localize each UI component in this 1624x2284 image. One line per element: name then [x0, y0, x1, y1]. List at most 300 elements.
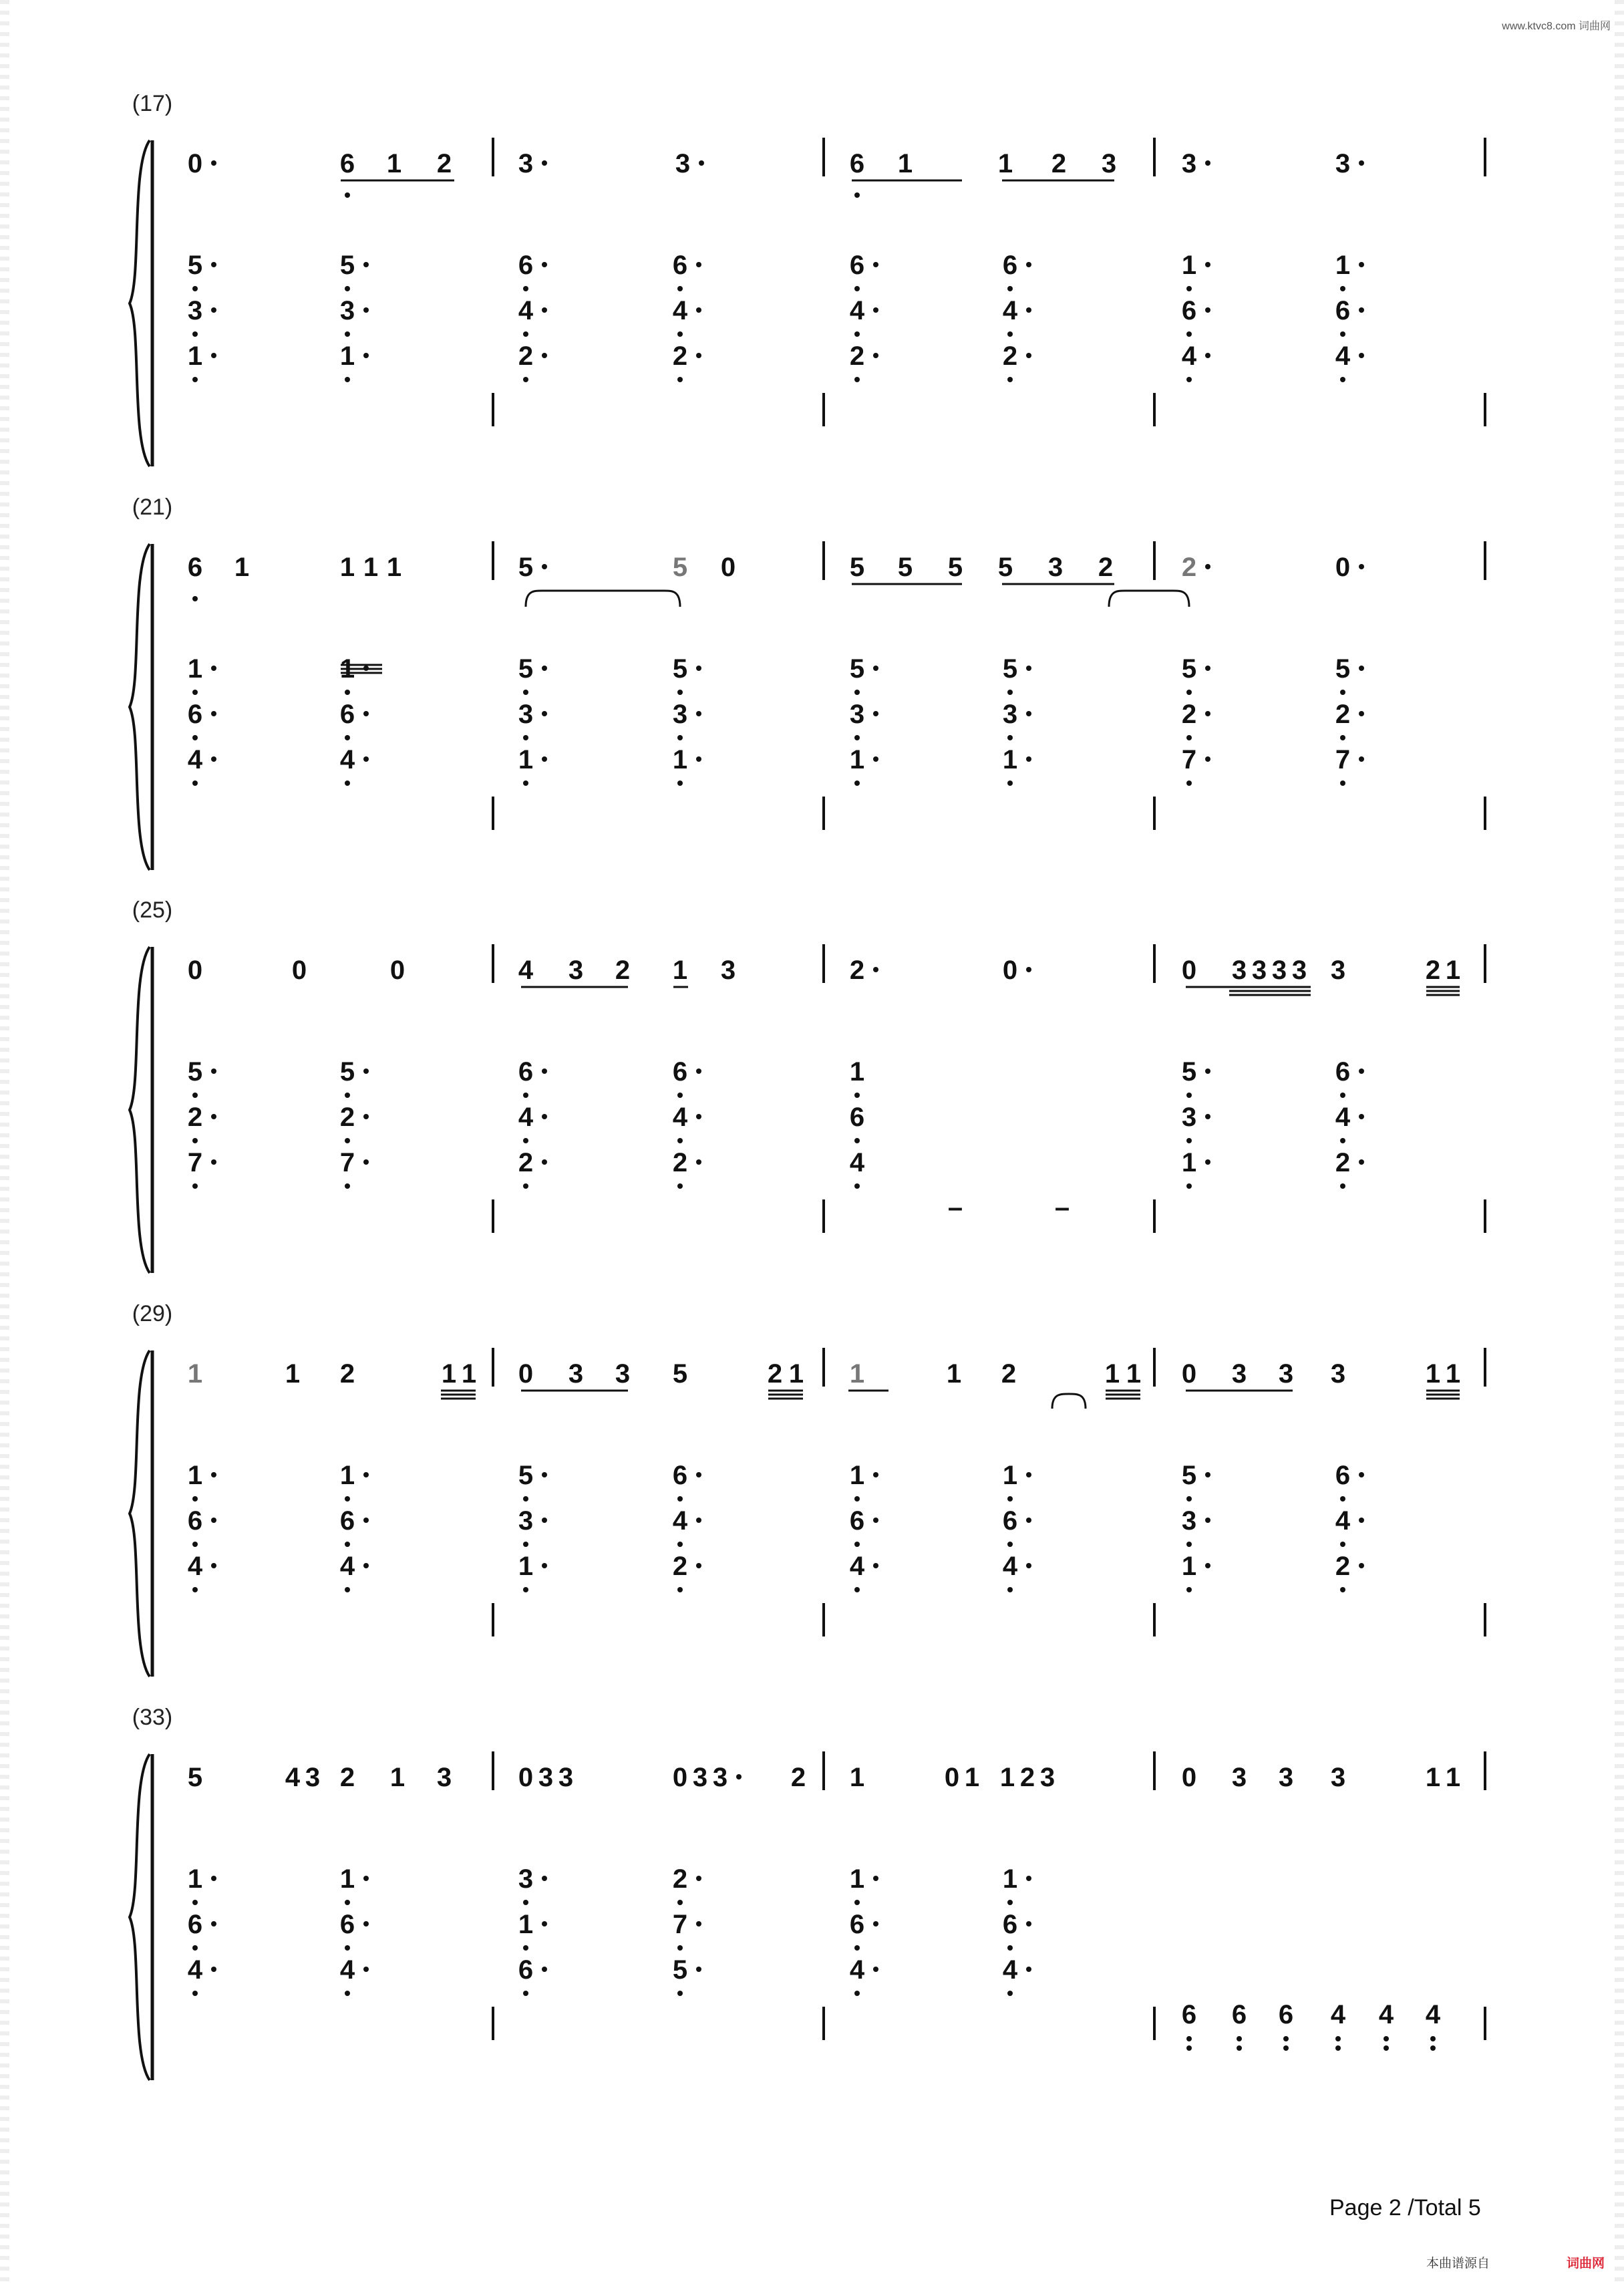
melody-note: 0 — [389, 956, 405, 985]
augmentation-dot — [1205, 262, 1210, 267]
lower-octave-dot — [345, 1138, 350, 1143]
page-number: Page 2 /Total 5 — [1329, 2195, 1481, 2221]
lower-octave-dot — [677, 690, 683, 695]
melody-note: 3 — [692, 1763, 708, 1792]
lower-octave-dot — [192, 1542, 198, 1547]
augmentation-dot — [542, 756, 547, 762]
lower-octave-dot — [1007, 286, 1013, 291]
augmentation-dot — [873, 262, 878, 267]
chord-note: 7 — [1335, 745, 1351, 774]
augmentation-dot — [542, 1876, 547, 1881]
lower-octave-dot — [1340, 690, 1345, 695]
chord-note: 6 — [849, 1506, 865, 1536]
augmentation-dot — [1359, 262, 1364, 267]
melody-note: 5 — [997, 553, 1013, 582]
melody-note: 0 — [672, 1763, 688, 1792]
source-note: 本曲谱源自 — [1426, 2257, 1490, 2271]
chord-note: 6 — [1335, 1057, 1351, 1087]
melody-note: 2 — [339, 1359, 355, 1389]
chord-note: 6 — [518, 251, 534, 280]
melody-note: 2 — [339, 1763, 355, 1792]
chord-note: 5 — [849, 654, 865, 684]
chord-note: 6 — [849, 251, 865, 280]
chord-note: 5 — [1335, 654, 1351, 684]
augmentation-dot — [211, 711, 216, 716]
chord-note: 2 — [672, 341, 688, 371]
melody-note: 1 — [1126, 1359, 1142, 1389]
augmentation-dot — [696, 1967, 701, 1972]
augmentation-dot — [211, 1472, 216, 1477]
lower-octave-dot — [192, 286, 198, 291]
lower-octave-dot — [1237, 2036, 1242, 2041]
chord-note: 4 — [1335, 1103, 1351, 1132]
melody-note: 1 — [897, 149, 913, 178]
chord-note: 3 — [518, 1864, 534, 1894]
lower-octave-dot — [1007, 1945, 1013, 1951]
chord-note: 1 — [672, 745, 688, 774]
lower-octave-dot — [1186, 286, 1192, 291]
lower-octave-dot — [1186, 1183, 1192, 1189]
chord-note: 7 — [1181, 745, 1197, 774]
lower-octave-dot — [1430, 2036, 1436, 2041]
melody-note: 0 — [1181, 956, 1197, 985]
augmentation-dot — [696, 1563, 701, 1568]
melody-note: 3 — [1101, 149, 1117, 178]
lower-octave-dot — [345, 1093, 350, 1098]
system-brace — [130, 544, 150, 870]
chord-note: 5 — [1181, 654, 1197, 684]
chord-note: 4 — [518, 296, 534, 325]
chord-note: 1 — [187, 341, 203, 371]
chord-note: 1 — [518, 745, 534, 774]
lower-octave-dot — [677, 286, 683, 291]
augmentation-dot — [542, 564, 547, 569]
lower-octave-dot — [1007, 735, 1013, 740]
melody-note: 3 — [558, 1763, 574, 1792]
melody-note: 0 — [944, 1763, 960, 1792]
bass-note: 4 — [1378, 2000, 1394, 2029]
lower-octave-dot — [523, 377, 528, 382]
lower-octave-dot — [677, 1991, 683, 1996]
augmentation-dot — [211, 666, 216, 671]
chord-note: 6 — [339, 700, 355, 729]
augmentation-dot — [211, 1967, 216, 1972]
lower-octave-dot — [677, 780, 683, 786]
melody-note: 3 — [1291, 956, 1307, 985]
lower-octave-dot — [523, 1138, 528, 1143]
lower-octave-dot — [345, 780, 350, 786]
melody-note: 0 — [1002, 956, 1018, 985]
lower-octave-dot — [677, 1496, 683, 1502]
chord-note: 3 — [518, 1506, 534, 1536]
chord-note: 5 — [1002, 654, 1018, 684]
melody-note: 3 — [518, 149, 534, 178]
lower-octave-dot — [677, 1945, 683, 1951]
measure-number: (17) — [132, 91, 173, 116]
lower-octave-dot — [523, 780, 528, 786]
bass-note: – — [1054, 1193, 1070, 1222]
augmentation-dot — [363, 1159, 369, 1165]
augmentation-dot — [696, 262, 701, 267]
chord-note: 4 — [1002, 1552, 1018, 1581]
melody-note: 3 — [1330, 1763, 1346, 1792]
lower-octave-dot — [1340, 1183, 1345, 1189]
lower-octave-dot — [1340, 377, 1345, 382]
augmentation-dot — [1359, 1472, 1364, 1477]
augmentation-dot — [211, 160, 216, 166]
melody-note: 3 — [305, 1763, 321, 1792]
augmentation-dot — [1205, 666, 1210, 671]
chord-note: 4 — [672, 1506, 688, 1536]
lower-octave-dot — [677, 1900, 683, 1905]
augmentation-dot — [873, 1967, 878, 1972]
melody-note: 5 — [187, 1763, 203, 1792]
melody-note: 3 — [615, 1359, 631, 1389]
augmentation-dot — [1359, 1563, 1364, 1568]
melody-note: 1 — [285, 1359, 301, 1389]
bass-note: 4 — [1425, 2000, 1441, 2029]
augmentation-dot — [1359, 353, 1364, 358]
lower-octave-dot — [345, 1991, 350, 1996]
melody-note: 0 — [187, 149, 203, 178]
augmentation-dot — [873, 1876, 878, 1881]
melody-note: 0 — [518, 1359, 534, 1389]
lower-octave-dot — [523, 735, 528, 740]
melody-note: 5 — [672, 1359, 688, 1389]
bass-note: 6 — [1278, 2000, 1294, 2029]
augmentation-dot — [1359, 160, 1364, 166]
augmentation-dot — [696, 1518, 701, 1523]
lower-octave-dot — [1335, 2036, 1341, 2041]
augmentation-dot — [542, 1967, 547, 1972]
chord-note: 1 — [518, 1552, 534, 1581]
augmentation-dot — [1205, 756, 1210, 762]
melody-note: 5 — [518, 553, 534, 582]
lower-octave-dot — [523, 286, 528, 291]
lower-octave-dot — [1384, 2045, 1389, 2051]
chord-note: 5 — [518, 654, 534, 684]
augmentation-dot — [211, 262, 216, 267]
lower-octave-dot — [854, 331, 860, 337]
lower-octave-dot — [192, 1587, 198, 1592]
lower-octave-dot — [192, 377, 198, 382]
augmentation-dot — [211, 1876, 216, 1881]
lower-octave-dot — [854, 1093, 860, 1098]
chord-note: 1 — [1181, 1148, 1197, 1177]
melody-note: 1 — [1104, 1359, 1120, 1389]
lower-octave-dot — [854, 1945, 860, 1951]
lower-octave-dot — [1186, 1093, 1192, 1098]
chord-note: 2 — [672, 1148, 688, 1177]
augmentation-dot — [1359, 666, 1364, 671]
chord-note: 3 — [849, 700, 865, 729]
system-brace — [130, 140, 150, 466]
chord-note: 2 — [1335, 1148, 1351, 1177]
augmentation-dot — [873, 756, 878, 762]
chord-note: 1 — [849, 1461, 865, 1490]
lower-octave-dot — [854, 286, 860, 291]
augmentation-dot — [211, 1563, 216, 1568]
chord-note: 6 — [518, 1057, 534, 1087]
melody-note: 1 — [187, 1359, 203, 1389]
lower-octave-dot — [523, 690, 528, 695]
augmentation-dot — [1205, 564, 1210, 569]
lower-octave-dot — [1007, 1587, 1013, 1592]
augmentation-dot — [696, 1472, 701, 1477]
augmentation-dot — [542, 1518, 547, 1523]
augmentation-dot — [363, 262, 369, 267]
melody-note: 3 — [1271, 956, 1287, 985]
chord-note: 6 — [849, 1103, 865, 1132]
lower-octave-dot — [192, 596, 198, 601]
chord-note: 1 — [339, 1461, 355, 1490]
augmentation-dot — [363, 1518, 369, 1523]
augmentation-dot — [1026, 1472, 1031, 1477]
lower-octave-dot — [345, 735, 350, 740]
augmentation-dot — [873, 353, 878, 358]
lower-octave-dot — [523, 1991, 528, 1996]
augmentation-dot — [211, 1114, 216, 1119]
augmentation-dot — [1026, 1921, 1031, 1926]
lower-octave-dot — [345, 331, 350, 337]
measure-number: (29) — [132, 1301, 173, 1326]
lower-octave-dot — [1186, 1587, 1192, 1592]
chord-note: 5 — [518, 1461, 534, 1490]
chord-note: 3 — [1181, 1103, 1197, 1132]
chord-note: 6 — [187, 1506, 203, 1536]
lower-octave-dot — [1186, 780, 1192, 786]
lower-octave-dot — [1186, 331, 1192, 337]
melody-note: 0 — [291, 956, 307, 985]
melody-note: 3 — [675, 149, 691, 178]
lower-octave-dot — [1340, 1587, 1345, 1592]
tie-arc — [526, 591, 680, 607]
melody-note: 4 — [285, 1763, 301, 1792]
lower-octave-dot — [1186, 2045, 1192, 2051]
augmentation-dot — [873, 666, 878, 671]
augmentation-dot — [696, 1159, 701, 1165]
chord-note: 6 — [672, 1057, 688, 1087]
lower-octave-dot — [1340, 286, 1345, 291]
melody-note: 2 — [1019, 1763, 1035, 1792]
augmentation-dot — [1026, 307, 1031, 313]
chord-note: 4 — [1335, 341, 1351, 371]
melody-note: 0 — [1335, 553, 1351, 582]
augmentation-dot — [873, 967, 878, 972]
augmentation-dot — [1359, 564, 1364, 569]
lower-octave-dot — [854, 1138, 860, 1143]
system-brace — [130, 947, 150, 1273]
lower-octave-dot — [345, 690, 350, 695]
chord-note: 3 — [518, 700, 534, 729]
lower-octave-dot — [523, 331, 528, 337]
chord-note: 2 — [1002, 341, 1018, 371]
chord-note: 1 — [1002, 1864, 1018, 1894]
chord-note: 1 — [339, 341, 355, 371]
chord-note: 1 — [339, 1864, 355, 1894]
lower-octave-dot — [1007, 1542, 1013, 1547]
chord-note: 3 — [339, 296, 355, 325]
melody-note: 1 — [946, 1359, 962, 1389]
chord-note: 6 — [1002, 251, 1018, 280]
melody-note: 2 — [1425, 956, 1441, 985]
melody-note: 1 — [1445, 1763, 1461, 1792]
augmentation-dot — [363, 1472, 369, 1477]
chord-note: 4 — [849, 1552, 865, 1581]
lower-octave-dot — [854, 690, 860, 695]
chord-note: 7 — [339, 1148, 355, 1177]
augmentation-dot — [1026, 967, 1031, 972]
lower-octave-dot — [523, 1900, 528, 1905]
lower-octave-dot — [854, 780, 860, 786]
augmentation-dot — [696, 307, 701, 313]
system-brace — [130, 1350, 150, 1677]
augmentation-dot — [1205, 1114, 1210, 1119]
melody-note: 1 — [849, 1359, 865, 1389]
augmentation-dot — [211, 756, 216, 762]
lower-octave-dot — [192, 780, 198, 786]
chord-note: 6 — [849, 1910, 865, 1939]
augmentation-dot — [542, 1114, 547, 1119]
chord-note: 3 — [1181, 1506, 1197, 1536]
augmentation-dot — [1205, 711, 1210, 716]
bass-note: 4 — [1330, 2000, 1346, 2029]
lower-octave-dot — [523, 1587, 528, 1592]
augmentation-dot — [873, 307, 878, 313]
chord-note: 3 — [187, 296, 203, 325]
melody-note: 3 — [1181, 149, 1197, 178]
melody-note: 3 — [1278, 1359, 1294, 1389]
augmentation-dot — [873, 1921, 878, 1926]
lower-octave-dot — [1186, 1542, 1192, 1547]
lower-octave-dot — [677, 735, 683, 740]
augmentation-dot — [699, 160, 704, 166]
chord-note: 5 — [339, 251, 355, 280]
augmentation-dot — [363, 307, 369, 313]
melody-note: 1 — [997, 149, 1013, 178]
augmentation-dot — [696, 1876, 701, 1881]
augmentation-dot — [1205, 353, 1210, 358]
lower-octave-dot — [1007, 690, 1013, 695]
lower-octave-dot — [677, 1542, 683, 1547]
tie-arc — [1052, 1394, 1086, 1409]
lower-octave-dot — [1340, 331, 1345, 337]
lower-octave-dot — [677, 1587, 683, 1592]
lower-octave-dot — [1186, 1496, 1192, 1502]
lower-octave-dot — [1186, 1138, 1192, 1143]
chord-note: 6 — [339, 1506, 355, 1536]
melody-note: 1 — [1425, 1763, 1441, 1792]
lower-octave-dot — [1340, 1542, 1345, 1547]
chord-note: 6 — [339, 1910, 355, 1939]
melody-note: 3 — [712, 1763, 728, 1792]
chord-note: 1 — [1335, 251, 1351, 280]
melody-note: 0 — [1181, 1763, 1197, 1792]
chord-note: 4 — [187, 745, 203, 774]
melody-note: 1 — [1445, 1359, 1461, 1389]
chord-note: 4 — [339, 745, 355, 774]
augmentation-dot — [1026, 353, 1031, 358]
lower-octave-dot — [854, 1900, 860, 1905]
chord-note: 4 — [1181, 341, 1197, 371]
melody-note: 2 — [849, 956, 865, 985]
chord-note: 5 — [187, 1057, 203, 1087]
augmentation-dot — [211, 1921, 216, 1926]
chord-note: 2 — [1181, 700, 1197, 729]
lower-octave-dot — [523, 1093, 528, 1098]
chord-note: 5 — [672, 654, 688, 684]
augmentation-dot — [1026, 756, 1031, 762]
augmentation-dot — [542, 1921, 547, 1926]
chord-note: 2 — [518, 1148, 534, 1177]
chord-note: 4 — [187, 1552, 203, 1581]
melody-note: 3 — [538, 1763, 554, 1792]
chord-note: 2 — [1335, 700, 1351, 729]
augmentation-dot — [542, 666, 547, 671]
melody-note: 1 — [441, 1359, 457, 1389]
melody-note: 3 — [568, 1359, 584, 1389]
melody-note: 0 — [720, 553, 736, 582]
augmentation-dot — [696, 711, 701, 716]
melody-note: 5 — [897, 553, 913, 582]
chord-note: 6 — [672, 251, 688, 280]
lower-octave-dot — [854, 377, 860, 382]
melody-note: 1 — [234, 553, 250, 582]
lower-octave-dot — [1007, 1900, 1013, 1905]
lower-octave-dot — [1340, 780, 1345, 786]
chord-note: 2 — [1335, 1552, 1351, 1581]
melody-note: 6 — [849, 149, 865, 178]
lower-octave-dot — [1186, 735, 1192, 740]
lower-octave-dot — [1007, 1496, 1013, 1502]
augmentation-dot — [1359, 1068, 1364, 1074]
augmentation-dot — [363, 756, 369, 762]
augmentation-dot — [1205, 1159, 1210, 1165]
chord-note: 7 — [672, 1910, 688, 1939]
augmentation-dot — [363, 1876, 369, 1881]
melody-note: 3 — [1335, 149, 1351, 178]
augmentation-dot — [1026, 1518, 1031, 1523]
lower-octave-dot — [192, 331, 198, 337]
augmentation-dot — [211, 1159, 216, 1165]
augmentation-dot — [363, 711, 369, 716]
augmentation-dot — [363, 1068, 369, 1074]
augmentation-dot — [542, 307, 547, 313]
chord-note: 5 — [187, 251, 203, 280]
chord-note: 6 — [672, 1461, 688, 1490]
augmentation-dot — [211, 1518, 216, 1523]
lower-octave-dot — [854, 1496, 860, 1502]
chord-note: 4 — [339, 1552, 355, 1581]
lower-octave-dot — [345, 1542, 350, 1547]
chord-note: 6 — [187, 700, 203, 729]
melody-note: 1 — [461, 1359, 477, 1389]
melody-note: 2 — [1181, 553, 1197, 582]
chord-note: 1 — [849, 745, 865, 774]
chord-note: 1 — [1002, 1461, 1018, 1490]
melody-note: 2 — [1098, 553, 1114, 582]
melody-note: 0 — [187, 956, 203, 985]
lower-octave-dot — [1186, 377, 1192, 382]
melody-note: 1 — [964, 1763, 980, 1792]
melody-note: 2 — [436, 149, 452, 178]
augmentation-dot — [873, 1472, 878, 1477]
measure-number: (33) — [132, 1705, 173, 1730]
tie-arc — [1109, 591, 1189, 607]
chord-note: 1 — [187, 1864, 203, 1894]
chord-note: 2 — [339, 1103, 355, 1132]
melody-note: 3 — [1231, 956, 1247, 985]
